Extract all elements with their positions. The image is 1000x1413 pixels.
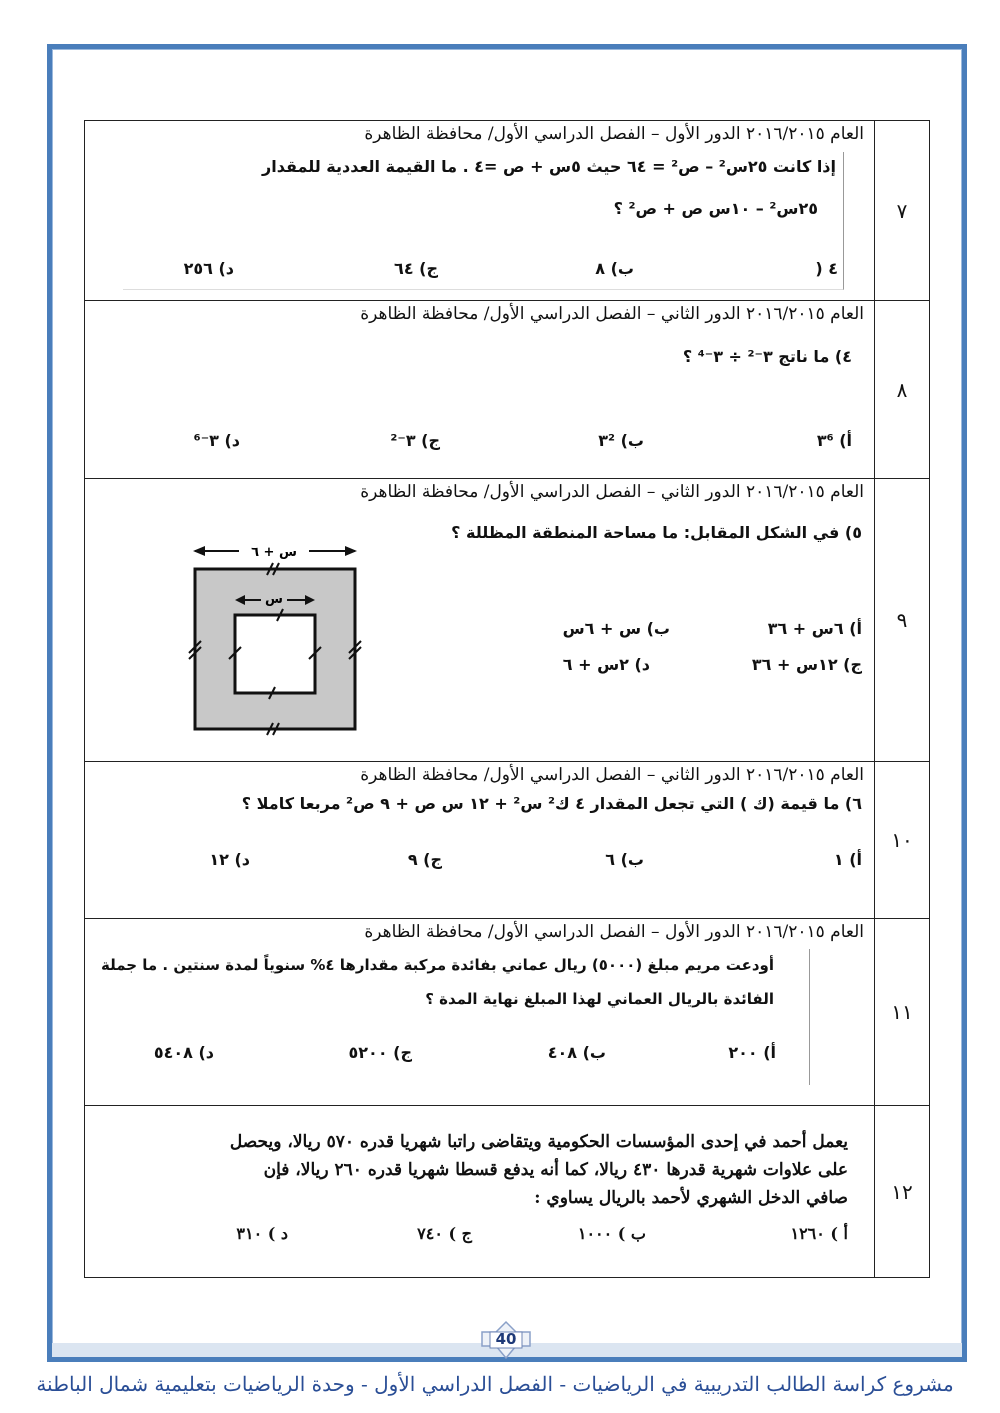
question-10-text: ٦) ما قيمة (ك ) التي تجعل المقدار ٤ ك² س² + ١٢ س ص + ٩ ص² مربعا كاملا ؟ <box>241 794 862 813</box>
inner-square <box>235 615 315 693</box>
outer-arrow-right <box>345 546 357 556</box>
question-7-header: العام ٢٠١٦/٢٠١٥ الدور الأول – الفصل الدراسي الأول/ محافظة الظاهرة <box>364 124 864 144</box>
option-c[interactable]: ج) ٥٢٠٠ <box>348 1043 412 1062</box>
question-7-number: ٧ <box>875 121 930 301</box>
question-10-header: العام ٢٠١٦/٢٠١٥ الدور الثاني – الفصل الدراسي الأول/ محافظة الظاهرة <box>360 765 864 785</box>
question-7-options <box>85 259 874 285</box>
page-number-badge <box>478 1320 534 1360</box>
nested-squares-figure <box>181 541 371 755</box>
option-c[interactable]: ج) ٩ <box>407 850 442 869</box>
question-row-12 <box>85 1106 930 1278</box>
option-b[interactable]: ب) ٣² <box>598 431 644 450</box>
question-11-body <box>85 919 875 1106</box>
question-11-options <box>85 1043 874 1069</box>
option-d[interactable]: د ) ٣١٠ <box>236 1224 288 1243</box>
option-b[interactable]: ب ) ١٠٠٠ <box>577 1224 646 1243</box>
page-footer: مشروع كراسة الطالب التدريبية في الرياضيات - الفصل الدراسي الأول - وحدة الرياضيات بتعليمية شمال الباطنة <box>36 1372 954 1396</box>
question-12-line-3: صافي الدخل الشهري لأحمد بالريال يساوي : <box>534 1188 848 1208</box>
question-7-text: إذا كانت ٢٥س² – ص² = ٦٤ حيث ٥س + ص =٤ . ما القيمة العددية للمقدار <box>262 157 836 176</box>
question-row-7 <box>85 121 930 301</box>
question-10-number: ١٠ <box>875 762 930 919</box>
option-a[interactable]: أ) ٣⁶ <box>816 431 852 450</box>
option-d[interactable]: د) ٢س + ٦ <box>562 655 650 674</box>
question-9-number: ٩ <box>875 479 930 762</box>
question-8-options <box>85 431 874 457</box>
question-12-body <box>85 1106 875 1278</box>
question-8-text: ٤) ما ناتج ٣⁻² ÷ ٣⁻⁴ ؟ <box>682 347 852 366</box>
option-a[interactable]: أ) ١ <box>833 850 862 869</box>
question-7-body <box>85 121 875 301</box>
outer-arrow-left <box>193 546 205 556</box>
option-b[interactable]: ب) ٨ <box>595 259 634 278</box>
question-row-10 <box>85 762 930 919</box>
option-a[interactable]: أ) ٦س + ٣٦ <box>767 619 862 638</box>
option-b[interactable]: ب) ٤٠٨ <box>547 1043 606 1062</box>
option-c[interactable]: ج) ٦٤ <box>394 259 438 278</box>
option-a[interactable]: أ) ٢٠٠ <box>728 1043 776 1062</box>
question-row-9 <box>85 479 930 762</box>
question-12-line-1: يعمل أحمد في إحدى المؤسسات الحكومية ويتقاضى راتبا شهريا قدره ٥٧٠ ريالا، ويحصل <box>229 1132 848 1152</box>
question-11-number: ١١ <box>875 919 930 1106</box>
question-11-text: أودعت مريم مبلغ (٥٠٠٠) ريال عماني بفائدة مركبة مقدارها ٤% سنوياً لمدة سنتين . ما جملة <box>100 956 774 974</box>
question-12-number: ١٢ <box>875 1106 930 1278</box>
page-number: 40 <box>495 1330 517 1348</box>
option-c[interactable]: ج ) ٧٤٠ <box>417 1224 472 1243</box>
option-a[interactable]: أ ) ١٢٦٠ <box>790 1224 848 1243</box>
question-12-line-2: على علاوات شهرية قدرها ٤٣٠ ريالا، كما أنه يدفع قسطا شهريا قدره ٢٦٠ ريالا، فإن <box>263 1160 848 1180</box>
option-a[interactable]: ٤ ( <box>815 259 838 278</box>
question-8-body <box>85 301 875 479</box>
option-c[interactable]: ج) ١٢س + ٣٦ <box>751 655 862 674</box>
question-9-body <box>85 479 875 762</box>
question-12-text <box>85 1106 874 1212</box>
question-12-options <box>85 1224 874 1250</box>
question-7-expression: ٢٥س² – ١٠س ص + ص² ؟ <box>613 199 818 218</box>
question-8-number: ٨ <box>875 301 930 479</box>
option-d[interactable]: د) ٥٤٠٨ <box>153 1043 214 1062</box>
question-11-text-cont: الفائدة بالريال العماني لهذا المبلغ نهاية المدة ؟ <box>425 990 774 1008</box>
question-10-options <box>85 850 874 876</box>
question-8-header: العام ٢٠١٦/٢٠١٥ الدور الثاني – الفصل الدراسي الأول/ محافظة الظاهرة <box>360 304 864 324</box>
option-d[interactable]: د) ٢٥٦ <box>183 259 234 278</box>
question-10-body <box>85 762 875 919</box>
option-d[interactable]: د) ١٢ <box>209 850 250 869</box>
option-b[interactable]: ب) ٦ <box>605 850 644 869</box>
question-11-header: العام ٢٠١٦/٢٠١٥ الدور الأول – الفصل الدراسي الأول/ محافظة الظاهرة <box>364 922 864 942</box>
outer-label: س + ٦ <box>251 545 297 560</box>
questions-table <box>84 120 930 1278</box>
inner-label: س <box>265 592 283 607</box>
option-c[interactable]: ج) ٣⁻² <box>390 431 440 450</box>
question-row-8 <box>85 301 930 479</box>
question-9-header: العام ٢٠١٦/٢٠١٥ الدور الثاني – الفصل الدراسي الأول/ محافظة الظاهرة <box>360 482 864 502</box>
option-b[interactable]: ب) س + ٦س <box>562 619 670 638</box>
question-9-text: ٥) في الشكل المقابل: ما مساحة المنطقة المظللة ؟ <box>451 523 862 542</box>
option-d[interactable]: د) ٣⁻⁶ <box>193 431 240 450</box>
question-row-11 <box>85 919 930 1106</box>
